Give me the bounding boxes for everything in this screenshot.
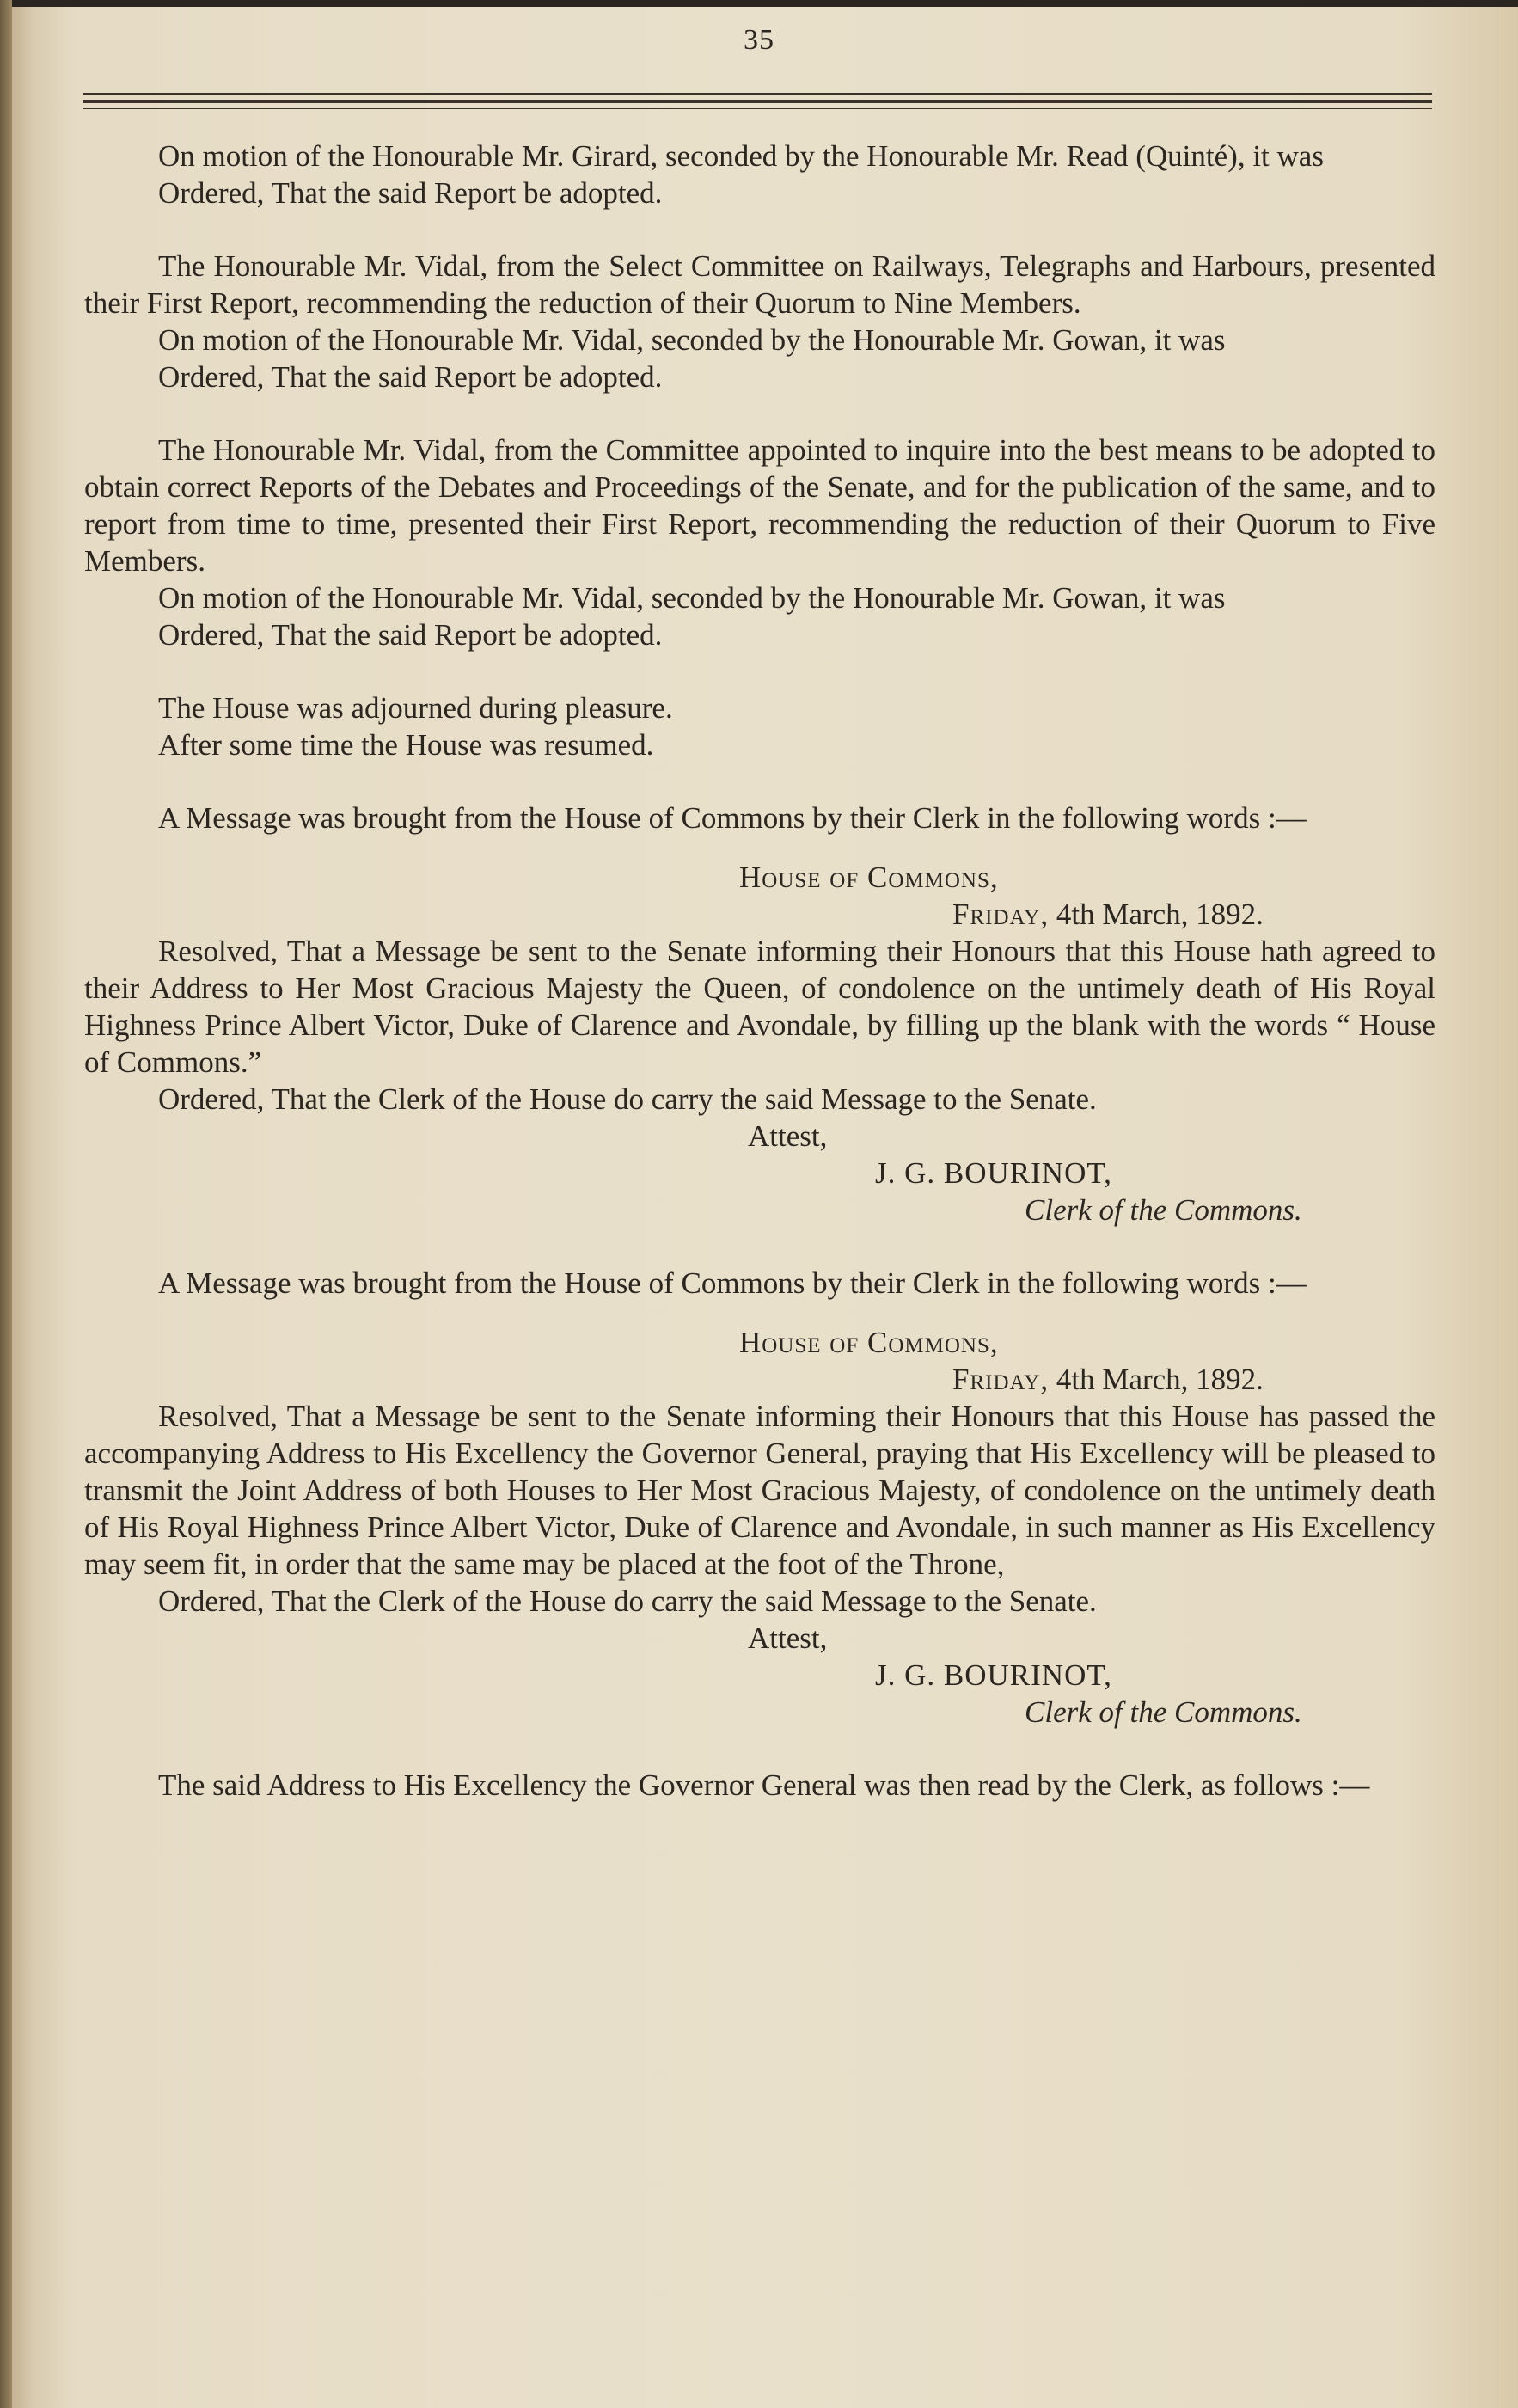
paragraph: On motion of the Honourable Mr. Girard, seconded by the Honourable Mr. Read (Quinté), it was: [158, 139, 1324, 173]
message-resolved: Resolved, That a Message be sent to the Senate informing their Honours that this House hath agreed to their Address to Her Most Gracious Majesty the Queen, of condolence on the untimely death of His Royal Highness Prince Albert Victor, Duke of Clarence and Avondale, by filling up the blank with the words “ House of Commons.”: [84, 934, 1435, 1079]
paragraph: Ordered, That the said Report be adopted.: [158, 360, 663, 394]
attest-label: Attest,: [748, 1621, 828, 1655]
signature-name: J. G. BOURINOT,: [875, 1156, 1112, 1190]
paragraph-block: [84, 248, 1435, 395]
header-rule-thick: [83, 100, 1432, 103]
message-header-date: [84, 896, 1435, 933]
paragraph-block: [84, 138, 1435, 211]
message-ordered: Ordered, That the Clerk of the House do carry the said Message to the Senate.: [158, 1082, 1097, 1116]
message-header-date-value: 4th March, 1892.: [1056, 898, 1264, 931]
page-number: 35: [744, 24, 774, 56]
page-top-edge: [0, 0, 1518, 7]
message-ordered: Ordered, That the Clerk of the House do carry the said Message to the Senate.: [158, 1584, 1097, 1618]
paragraph: On motion of the Honourable Mr. Vidal, seconded by the Honourable Mr. Gowan, it was: [158, 323, 1226, 357]
header-rule: [83, 93, 1432, 95]
signature-name: J. G. BOURINOT,: [875, 1658, 1112, 1692]
message-block: [84, 800, 1435, 1229]
paragraph-block: [84, 689, 1435, 763]
signature-title: Clerk of the Commons.: [1025, 1193, 1302, 1227]
signature-title: Clerk of the Commons.: [1025, 1695, 1302, 1729]
message-intro: A Message was brought from the House of Commons by their Clerk in the following words :—: [158, 1266, 1307, 1300]
paragraph: On motion of the Honourable Mr. Vidal, seconded by the Honourable Mr. Gowan, it was: [158, 581, 1226, 615]
message-header-date-value: 4th March, 1892.: [1056, 1363, 1264, 1396]
message-header-day: Friday,: [952, 898, 1050, 931]
paragraph: The Honourable Mr. Vidal, from the Committee appointed to inquire into the best means to be adopted to obtain correct Reports of the Debates and Proceedings of the Senate, and for the publication of the same, and to report from time to time, presented their First Report, recommending the reduction of their Quorum to Five Members.: [84, 433, 1435, 578]
paragraph: After some time the House was resumed.: [158, 728, 654, 762]
attest-label: Attest,: [748, 1119, 828, 1153]
paragraph: The House was adjourned during pleasure.: [158, 691, 673, 725]
message-header-place: House of Commons,: [739, 1326, 999, 1359]
message-intro: A Message was brought from the House of Commons by their Clerk in the following words :—: [158, 801, 1307, 835]
paragraph: Ordered, That the said Report be adopted.: [158, 176, 663, 210]
paragraph-block: [84, 432, 1435, 653]
paragraph: The Honourable Mr. Vidal, from the Select Committee on Railways, Telegraphs and Harbours, presented their First Report, recommending the reduction of their Quorum to Nine Members.: [84, 249, 1435, 320]
message-header-date: [84, 1361, 1435, 1398]
message-block: [84, 1265, 1435, 1731]
closing-paragraph: The said Address to His Excellency the Governor General was then read by the Clerk, as follows :—: [158, 1768, 1370, 1802]
message-header-place: House of Commons,: [739, 861, 999, 894]
book-binding: [0, 0, 12, 2408]
page-content: [84, 138, 1435, 1804]
paragraph: Ordered, That the said Report be adopted.: [158, 618, 663, 652]
header-rule-thin: [83, 108, 1432, 109]
message-header-day: Friday,: [952, 1363, 1050, 1396]
message-resolved: Resolved, That a Message be sent to the Senate informing their Honours that this House has passed the accompanying Address to His Excellency the Governor General, praying that His Excellency will be pleased to transmit the Joint Address of both Houses to Her Most Gracious Majesty, of condolence on the untimely death of His Royal Highness Prince Albert Victor, Duke of Clarence and Avondale, in such manner as His Excellency may seem fit, in order that the same may be placed at the foot of the Throne,: [84, 1400, 1435, 1581]
